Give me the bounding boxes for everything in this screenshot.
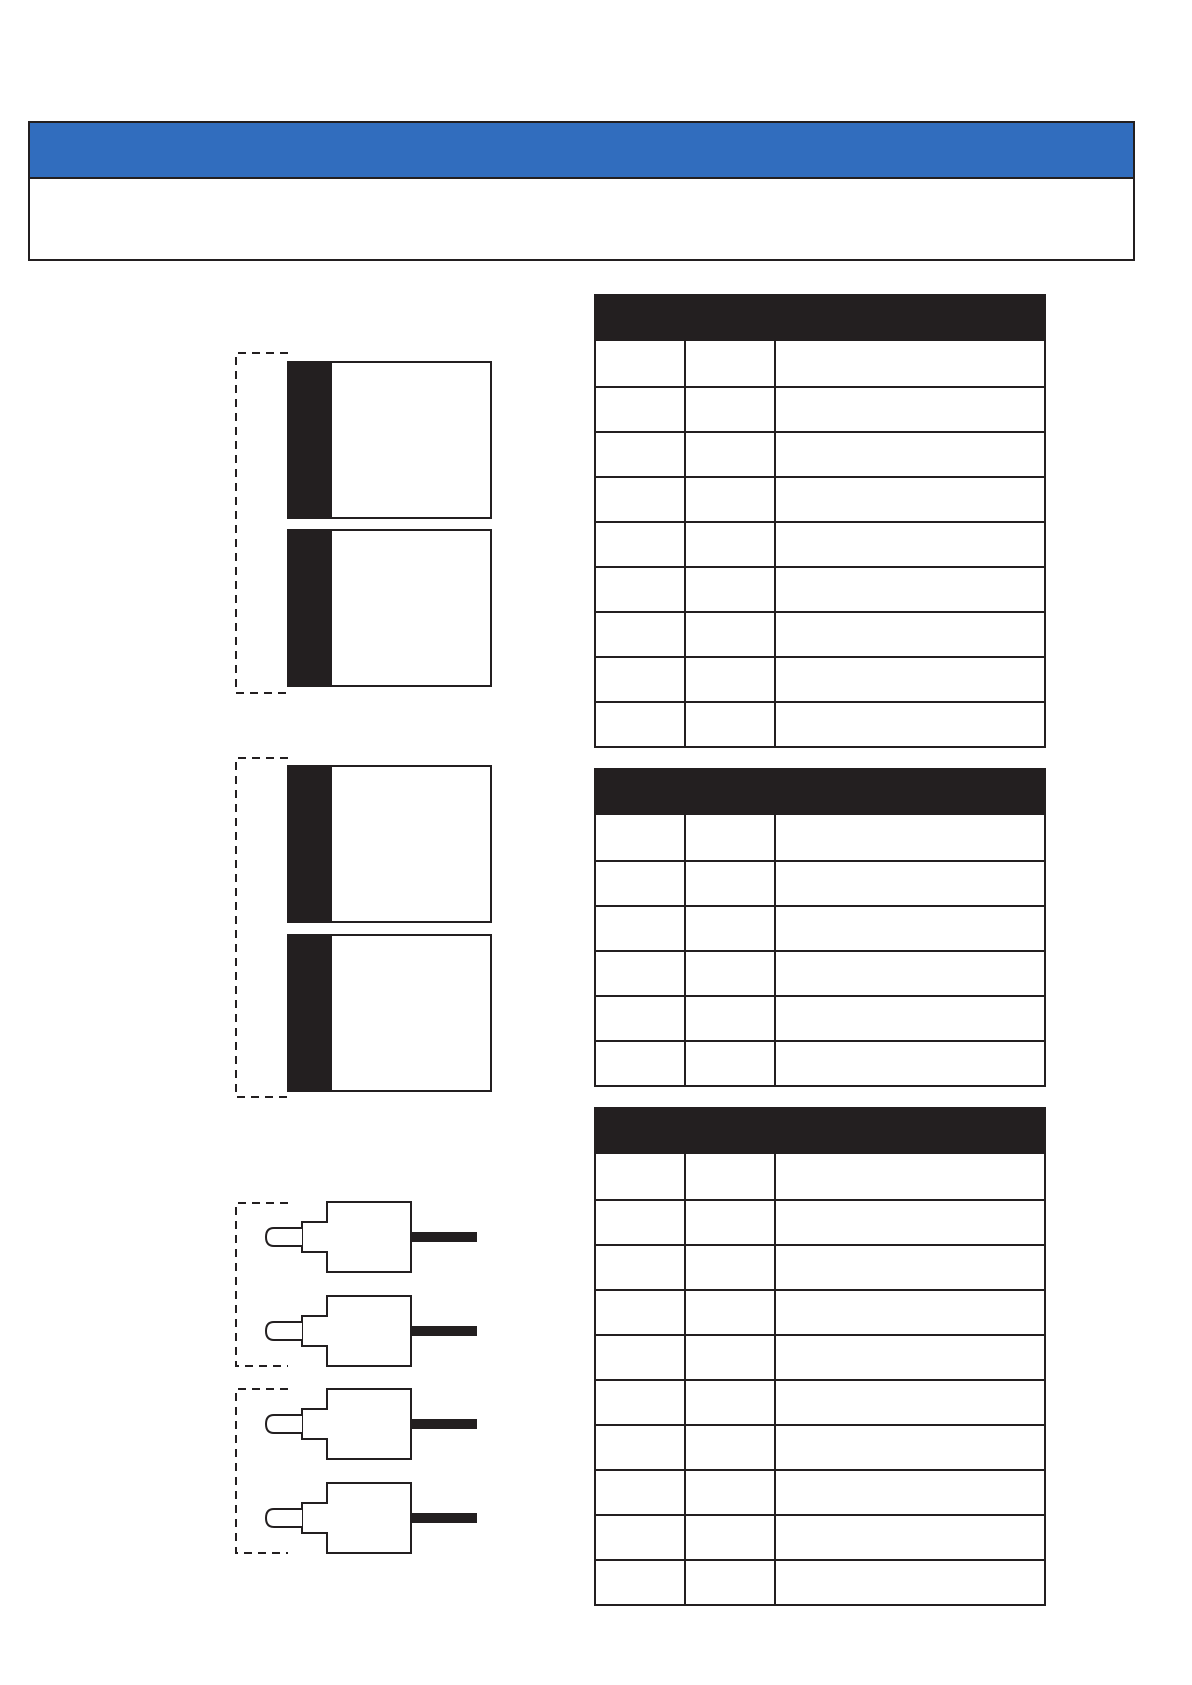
table-cell (596, 1042, 686, 1085)
jack-connector-1 (266, 1202, 477, 1272)
table-row (596, 1040, 1044, 1085)
jack-connector-2 (266, 1296, 477, 1366)
table-row (596, 1289, 1044, 1334)
jack-connector-3 (266, 1389, 477, 1459)
table-cell (776, 523, 1044, 566)
jack-connector-4 (266, 1483, 477, 1553)
table-cell (596, 523, 686, 566)
table-cell (686, 1246, 776, 1289)
table-cell (596, 433, 686, 476)
pin-table-3 (594, 1107, 1046, 1606)
table-row (596, 1469, 1044, 1514)
table-cell (596, 568, 686, 611)
table-cell (776, 1042, 1044, 1085)
table-cell (776, 1154, 1044, 1199)
table-cell (686, 388, 776, 431)
group-bracket-1 (236, 353, 288, 693)
table-cell (686, 341, 776, 386)
table-row (596, 1334, 1044, 1379)
table-cell (686, 478, 776, 521)
pin-table-header (596, 770, 1044, 815)
table-row (596, 1244, 1044, 1289)
table-cell (596, 388, 686, 431)
group-bracket-4 (236, 1389, 288, 1553)
table-cell (596, 1516, 686, 1559)
table-row (596, 476, 1044, 521)
port-3 (287, 765, 492, 923)
jack-tip (266, 1415, 302, 1433)
table-cell (596, 1561, 686, 1604)
jack-body (302, 1202, 411, 1272)
table-cell (686, 952, 776, 995)
port-tab (289, 363, 332, 517)
table-cell (776, 1381, 1044, 1424)
port-tab (289, 531, 332, 685)
table-cell (596, 1471, 686, 1514)
table-cell (686, 1336, 776, 1379)
table-row (596, 341, 1044, 386)
table-row (596, 1424, 1044, 1469)
table-cell (776, 658, 1044, 701)
jack-body (302, 1483, 411, 1553)
group-bracket-2 (236, 758, 288, 1097)
table-cell (686, 997, 776, 1040)
table-cell (686, 907, 776, 950)
table-cell (596, 478, 686, 521)
table-cell (686, 658, 776, 701)
table-cell (596, 658, 686, 701)
table-cell (776, 997, 1044, 1040)
table-cell (596, 1246, 686, 1289)
table-cell (686, 1516, 776, 1559)
jack-tip (266, 1509, 302, 1527)
table-cell (596, 952, 686, 995)
table-cell (776, 1201, 1044, 1244)
table-cell (776, 815, 1044, 860)
table-cell (686, 1291, 776, 1334)
table-cell (686, 568, 776, 611)
port-4 (287, 934, 492, 1092)
table-row (596, 1379, 1044, 1424)
table-row (596, 1154, 1044, 1199)
table-cell (686, 703, 776, 746)
table-cell (776, 1246, 1044, 1289)
table-cell (686, 523, 776, 566)
table-cell (776, 1336, 1044, 1379)
table-cell (596, 1426, 686, 1469)
table-row (596, 1514, 1044, 1559)
port-2 (287, 529, 492, 687)
table-cell (596, 907, 686, 950)
jack-cable (411, 1232, 477, 1242)
table-cell (686, 1042, 776, 1085)
table-row (596, 815, 1044, 860)
table-cell (776, 907, 1044, 950)
table-cell (686, 1154, 776, 1199)
table-cell (596, 1154, 686, 1199)
table-cell (776, 613, 1044, 656)
table-cell (686, 613, 776, 656)
table-cell (596, 997, 686, 1040)
table-cell (776, 1426, 1044, 1469)
table-cell (686, 1471, 776, 1514)
port-tab (289, 936, 332, 1090)
jack-tip (266, 1322, 302, 1340)
jack-body (302, 1389, 411, 1459)
table-cell (596, 1336, 686, 1379)
pin-table-header (596, 1109, 1044, 1154)
table-cell (776, 478, 1044, 521)
table-cell (686, 1426, 776, 1469)
table-row (596, 431, 1044, 476)
table-cell (776, 1516, 1044, 1559)
pin-table-2 (594, 768, 1046, 1087)
table-row (596, 950, 1044, 995)
jack-body (302, 1296, 411, 1366)
table-cell (596, 1381, 686, 1424)
jack-tip (266, 1228, 302, 1246)
table-row (596, 1559, 1044, 1604)
table-row (596, 566, 1044, 611)
table-cell (776, 568, 1044, 611)
jack-cable (411, 1419, 477, 1429)
port-1 (287, 361, 492, 519)
table-cell (776, 952, 1044, 995)
table-cell (776, 388, 1044, 431)
table-cell (776, 703, 1044, 746)
table-cell (596, 341, 686, 386)
table-cell (686, 1561, 776, 1604)
table-cell (776, 1561, 1044, 1604)
jack-cable (411, 1326, 477, 1336)
table-row (596, 905, 1044, 950)
table-cell (686, 1201, 776, 1244)
table-cell (776, 433, 1044, 476)
pin-table-header (596, 296, 1044, 341)
table-cell (686, 862, 776, 905)
table-cell (686, 1381, 776, 1424)
table-row (596, 656, 1044, 701)
table-cell (596, 862, 686, 905)
table-row (596, 386, 1044, 431)
table-cell (686, 815, 776, 860)
table-cell (596, 703, 686, 746)
table-row (596, 611, 1044, 656)
table-row (596, 995, 1044, 1040)
table-row (596, 860, 1044, 905)
table-cell (776, 341, 1044, 386)
table-cell (776, 1291, 1044, 1334)
table-cell (686, 433, 776, 476)
table-row (596, 701, 1044, 746)
table-row (596, 521, 1044, 566)
table-cell (596, 613, 686, 656)
table-cell (776, 862, 1044, 905)
table-cell (596, 1291, 686, 1334)
table-row (596, 1199, 1044, 1244)
jack-cable (411, 1513, 477, 1523)
table-cell (596, 815, 686, 860)
table-cell (596, 1201, 686, 1244)
table-cell (776, 1471, 1044, 1514)
pin-table-1 (594, 294, 1046, 748)
port-tab (289, 767, 332, 921)
